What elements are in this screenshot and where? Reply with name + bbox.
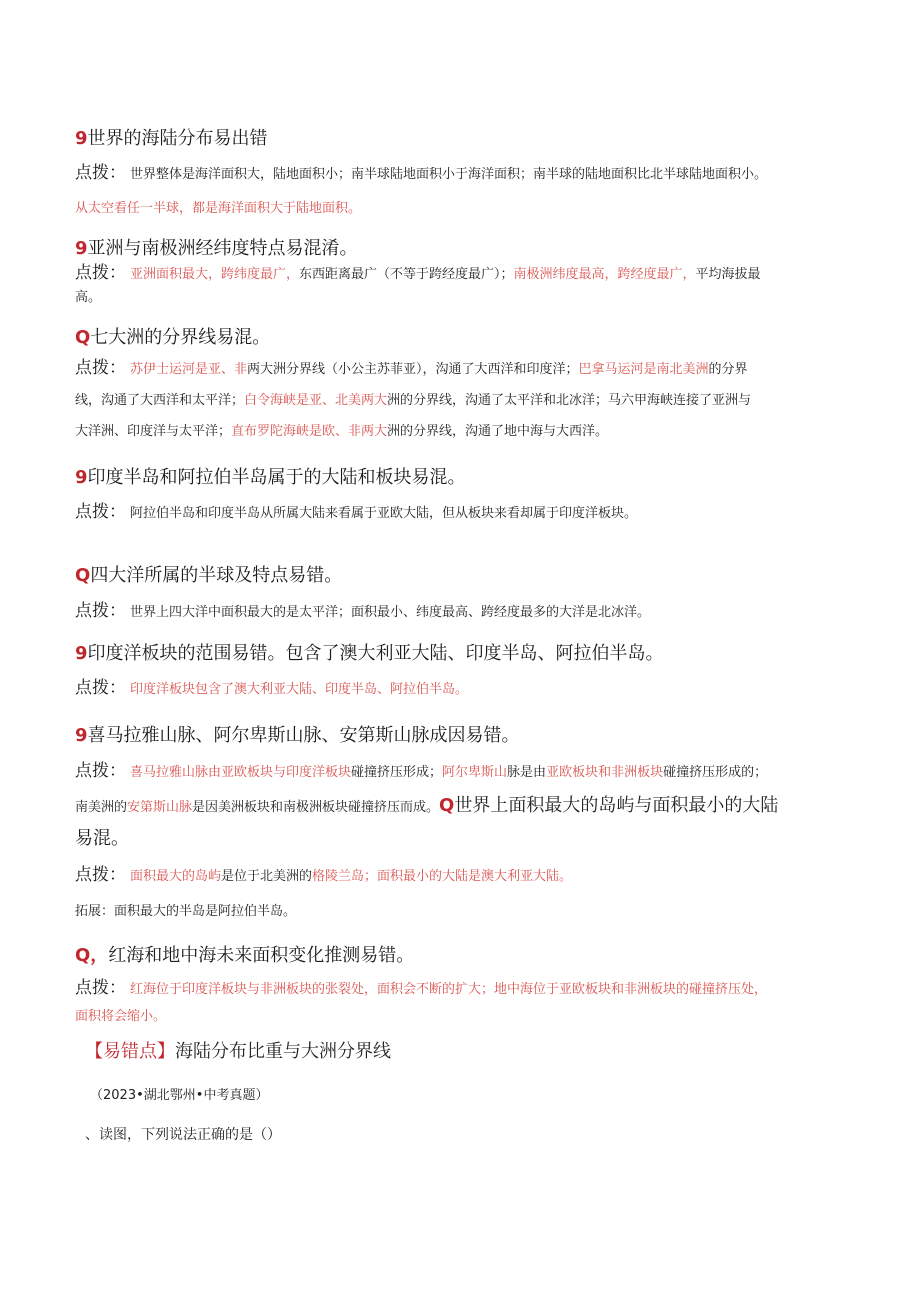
hint-line <box>75 416 855 447</box>
heading-text: 印度半岛和阿拉伯半岛属于的大陆和板块易混。 <box>87 467 466 488</box>
heading-text: 亚洲与南极洲经纬度特点易混淆。 <box>87 238 358 259</box>
question-stem: 、读图，下列说法正确的是（） <box>85 1127 281 1143</box>
item-heading-4 <box>75 465 855 491</box>
hint-line <box>75 193 855 224</box>
hint-text: 平均海拔最 <box>695 267 761 282</box>
hint-text-red: 亚欧板块和非洲板块 <box>546 765 664 780</box>
hint-text-red: 巴拿马运河是南北美洲 <box>578 362 709 377</box>
hint-text: 是位于北美洲的 <box>221 869 313 884</box>
hint-text: 洲的分界线，沟通了地中海与大西洋。 <box>387 424 609 439</box>
hint-text: 世界整体是海洋面积大，陆地面积小；南半球陆地面积小于海洋面积；南半球的陆地面积比北半球陆地面积小。 <box>130 167 768 182</box>
heading-text: 红海和地中海未来面积变化推测易错。 <box>108 945 415 966</box>
source-open: （ <box>90 1088 104 1103</box>
hint-label: 点拨： <box>75 263 126 283</box>
item-heading-3 <box>75 325 855 351</box>
hint-text: 阿拉伯半岛和印度半岛从所属大陆来看属于亚欧大陆，但从板块来看却属于印度洋板块。 <box>130 506 638 521</box>
item-number: 9 <box>75 128 88 149</box>
hint-line <box>75 282 855 313</box>
heading-continuation <box>75 826 855 852</box>
hint-line <box>75 756 855 788</box>
item-number: Q <box>75 327 91 348</box>
hint-label: 点拨： <box>75 502 126 522</box>
hint-text-red: 白令海峡是亚、北美两大 <box>244 393 388 408</box>
item-number: Q <box>439 795 455 816</box>
hint-text-red: 阿尔卑斯山 <box>442 765 508 780</box>
hint-line <box>75 596 855 628</box>
hint-text-red: 格陵兰岛；面积最小的大陆是澳大利亚大陆。 <box>312 869 573 884</box>
hint-label: 点拨： <box>75 601 126 621</box>
heading-text: 喜马拉雅山脉、阿尔卑斯山脉、安第斯山脉成因易错。 <box>87 725 520 746</box>
source-year: 2023 <box>103 1088 137 1103</box>
section-heading <box>85 1039 865 1065</box>
hint-label: 点拨： <box>75 865 126 885</box>
hint-text: 线，沟通了大西洋和太平洋； <box>75 393 245 408</box>
hint-text-red: 面积最大的岛屿 <box>130 869 222 884</box>
hint-text: 碰撞挤压形成的； <box>663 765 768 780</box>
source-text: •湖北鄂州•中考真题） <box>136 1088 269 1103</box>
hint-label: 点拨： <box>75 358 126 378</box>
heading-text: 四大洋所属的半球及特点易错。 <box>90 565 343 586</box>
hint-text: 碰撞挤压形成； <box>351 765 443 780</box>
item-heading-9 <box>75 943 855 969</box>
item-number: 9 <box>75 238 88 259</box>
hint-text-red: 直布罗陀海峡是欧、非两大 <box>231 424 388 439</box>
heading-text: 七大洲的分界线易混。 <box>90 327 271 348</box>
item-number: Q， <box>75 945 109 966</box>
item-number: 9 <box>75 643 88 664</box>
hint-text-red: 红海位于印度洋板块与非洲板块的张裂处，面积会不断的扩大；地中海位于亚欧板块和非洲板块的碰撞挤压处， <box>130 982 768 997</box>
hint-text: 南美洲的 <box>75 800 128 815</box>
hint-text-red: 苏伊士运河是亚、非 <box>130 362 248 377</box>
hint-label: 点拨： <box>75 678 126 698</box>
hint-text-red: 面积将会缩小。 <box>75 1009 167 1024</box>
hint-text-red: 喜马拉雅山脉由亚欧板块与印度洋板块 <box>130 765 352 780</box>
hint-line <box>75 497 855 529</box>
hint-text: 的分界 <box>708 362 748 377</box>
hint-line <box>75 790 855 823</box>
hint-text-red: 安第斯山脉 <box>127 800 193 815</box>
section-title: 海陆分布比重与大洲分界线 <box>175 1041 391 1062</box>
hint-text: 两大洲分界线（小公主苏菲亚），沟通了大西洋和印度洋； <box>247 362 579 377</box>
heading-text: 印度洋板块的范围易错。包含了澳大利亚大陆、印度半岛、阿拉伯半岛。 <box>87 643 664 664</box>
item-heading-1 <box>75 126 855 152</box>
item-number: 9 <box>75 725 88 746</box>
hint-text-red: 印度洋板块包含了澳大利亚大陆、印度半岛、阿拉伯半岛。 <box>130 682 469 697</box>
section-tag: 【易错点】 <box>85 1041 175 1062</box>
extension-text: 拓展：面积最大的半岛是阿拉伯半岛。 <box>75 904 297 919</box>
hint-text: 高。 <box>75 290 102 305</box>
hint-line <box>75 353 855 385</box>
hint-line <box>75 1001 855 1032</box>
hint-text-red: 亚洲面积最大，跨纬度最广， <box>130 267 300 282</box>
item-heading-5 <box>75 563 855 589</box>
heading-text: 世界的海陆分布易出错 <box>87 128 268 149</box>
question-source <box>90 1084 870 1103</box>
item-number: Q <box>75 565 91 586</box>
item-heading-7 <box>75 723 855 749</box>
hint-text: 脉是由 <box>507 765 547 780</box>
hint-line <box>75 673 855 705</box>
heading-text: 易混。 <box>75 828 129 849</box>
hint-line <box>75 860 855 892</box>
hint-text-red: 南极洲纬度最高，跨经度最广， <box>513 267 696 282</box>
hint-text: 洲的分界线，沟通了太平洋和北冰洋；马六甲海峡连接了亚洲与 <box>387 393 752 408</box>
heading-text: 世界上面积最大的岛屿与面积最小的大陆 <box>454 795 779 816</box>
hint-label: 点拨： <box>75 163 126 183</box>
hint-text: 是因美洲板块和南极洲板块碰撞挤压而成。 <box>192 800 440 815</box>
hint-line <box>75 158 855 190</box>
item-heading-6 <box>75 641 855 667</box>
hint-text: 东西距离最广（不等于跨经度最广）； <box>299 267 514 282</box>
item-number: 9 <box>75 467 88 488</box>
hint-label: 点拨： <box>75 978 126 998</box>
hint-text: 从太空看任一半球，都是海洋面积大于陆地面积。 <box>75 201 362 216</box>
hint-text: 世界上四大洋中面积最大的是太平洋；面积最小、纬度最高、跨经度最多的大洋是北冰洋。 <box>130 605 651 620</box>
extension-line <box>75 896 855 927</box>
hint-line <box>75 385 855 416</box>
hint-text: 大洋洲、印度洋与太平洋； <box>75 424 232 439</box>
question-text <box>85 1124 865 1144</box>
hint-label: 点拨： <box>75 761 126 781</box>
